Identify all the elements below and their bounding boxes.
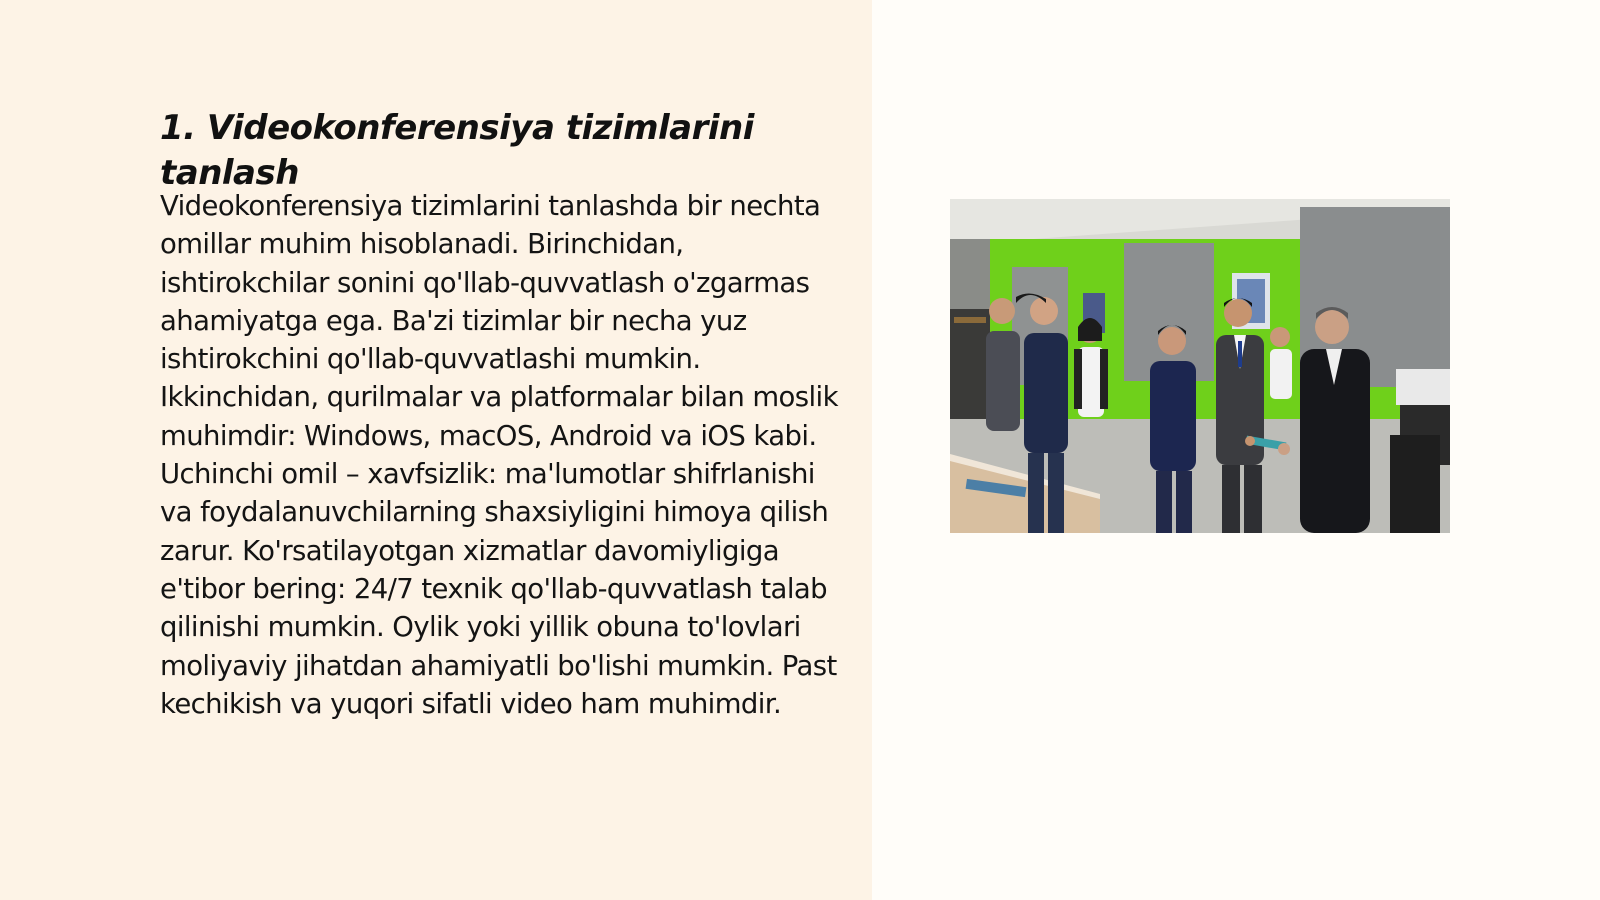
slide-body-text: Videokonferensiya tizimlarini tanlashda bir nechta omillar muhim hisoblanadi. Birinchidan, ishtirokchilar sonini qo'llab-quvvatlash o'zgarmas ahamiyatga ega. Ba'zi tizimlar bir necha yuz ishtirokchini qo'llab-quvvatlashi mumkin. Ikkinchidan, qurilmalar va platformalar bilan moslik muhimdir: Windows, macOS, Android va iOS kabi. Uchinchi omil – xavfsizlik: ma'lumotlar shifrlanishi va foydalanuvchilarning shaxsiyligini himoya qilish zarur. Ko'rsatilayotgan xizmatlar davomiyligiga e'tibor bering: 24/7 texnik qo'llab-quvvatlash talab qilinishi mumkin. Oylik yoki yillik obuna to'lovlari moliyaviy jihatdan ahamiyatli bo'lishi mumkin. Past kechikish va yuqori sifatli video ham muhimdir. <box>160 190 838 720</box>
classroom-photo <box>950 199 1450 533</box>
slide-title: 1. Videokonferensiya tizimlarini tanlash <box>160 108 754 193</box>
